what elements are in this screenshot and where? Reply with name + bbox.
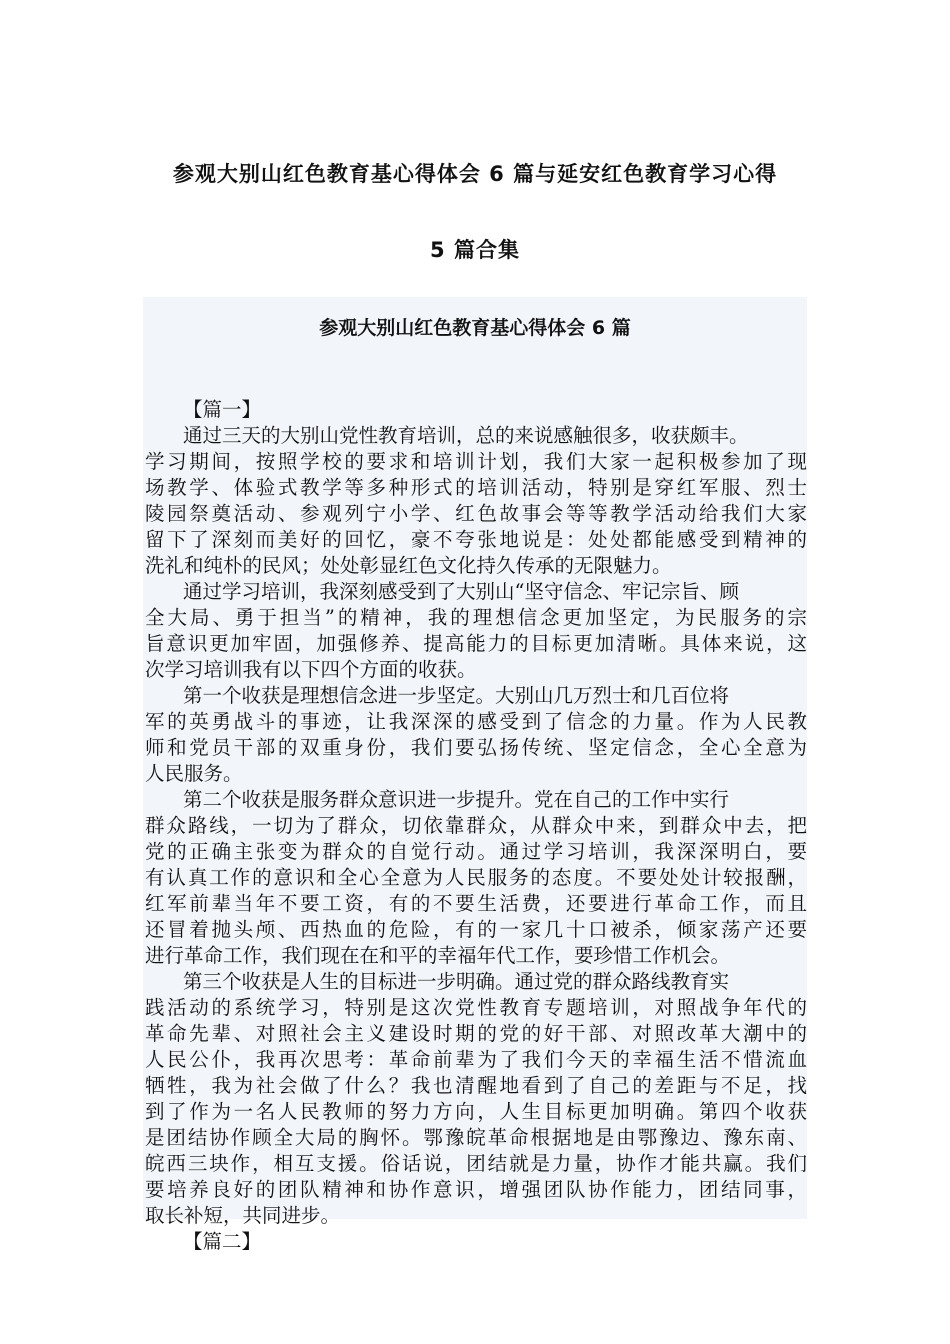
paragraph-line: 进行革命工作，我们现在在和平的幸福年代工作，要珍惜工作机会。 <box>145 944 731 967</box>
content-panel <box>143 297 807 1253</box>
paragraph-line: 场教学、体验式教学等多种形式的培训活动，特别是穿红军服、烈士 <box>145 476 807 499</box>
paragraph-line: 皖西三块作，相互支援。俗话说，团结就是力量，协作才能共赢。我们 <box>145 1152 807 1175</box>
article-body <box>145 397 807 1255</box>
paragraph-line: 留下了深刻而美好的回忆，豪不夸张地说是：处处都能感受到精神的 <box>145 528 807 551</box>
paragraph-line: 洗礼和纯朴的民风；处处彰显红色文化持久传承的无限魅力。 <box>145 554 672 577</box>
paragraph-line: 取长补短，共同进步。 <box>145 1204 341 1227</box>
chapter-marker-2: 【篇二】 <box>183 1230 262 1253</box>
paragraph-line: 牺牲，我为社会做了什么？我也清醒地看到了自己的差距与不足，找 <box>145 1074 807 1097</box>
paragraph-line: 有认真工作的意识和全心全意为人民服务的态度。不要处处计较报酬， <box>145 866 807 889</box>
chapter-marker-1: 【篇一】 <box>183 398 262 421</box>
paragraph-line: 军的英勇战斗的事迹，让我深深的感受到了信念的力量。作为人民教 <box>145 710 807 733</box>
paragraph-line: 人民公仆，我再次思考：革命前辈为了我们今天的幸福生活不惜流血 <box>145 1048 807 1071</box>
paragraph-line: 还冒着抛头颅、西热血的危险，有的一家几十口被杀，倾家荡产还要 <box>145 918 807 941</box>
paragraph-line: 践活动的系统学习，特别是这次党性教育专题培训，对照战争年代的 <box>145 996 807 1019</box>
paragraph-line: 群众路线，一切为了群众，切依靠群众，从群众中来，到群众中去，把 <box>145 814 807 837</box>
paragraph-line: 是团结协作顾全大局的胸怀。鄂豫皖革命根据地是由鄂豫边、豫东南、 <box>145 1126 807 1149</box>
paragraph-line: 第三个收获是人生的目标进一步明确。通过党的群众路线教育实 <box>183 970 730 993</box>
document-title-line-1: 参观大别山红色教育基心得体会 6 篇与延安红色教育学习心得 <box>172 162 778 186</box>
paragraph-line: 第二个收获是服务群众意识进一步提升。党在自己的工作中实行 <box>183 788 730 811</box>
paragraph-line: 党的正确主张变为群众的自觉行动。通过学习培训，我深深明白，要 <box>145 840 807 863</box>
paragraph-line: 到了作为一名人民教师的努力方向，人生目标更加明确。第四个收获 <box>145 1100 807 1123</box>
document-title-line-2: 5 篇合集 <box>430 238 520 262</box>
paragraph-line: 旨意识更加牢固，加强修养、提高能力的目标更加清晰。具体来说，这 <box>145 632 807 655</box>
paragraph-line: 师和党员干部的双重身份，我们要弘扬传统、坚定信念，全心全意为 <box>145 736 807 759</box>
paragraph-line: 次学习培训我有以下四个方面的收获。 <box>145 658 477 681</box>
section-heading: 参观大别山红色教育基心得体会 6 篇 <box>319 317 631 339</box>
paragraph-line: 陵园祭奠活动、参观列宁小学、红色故事会等等教学活动给我们大家 <box>145 502 807 525</box>
paragraph-line: 通过学习培训，我深刻感受到了大别山“坚守信念、牢记宗旨、顾 <box>183 580 739 603</box>
paragraph-line: 全大局、勇于担当”的精神，我的理想信念更加坚定，为民服务的宗 <box>145 606 807 629</box>
paragraph-line: 红军前辈当年不要工资，有的不要生活费，还要进行革命工作，而且 <box>145 892 807 915</box>
paragraph-line: 学习期间，按照学校的要求和培训计划，我们大家一起积极参加了现 <box>145 450 807 473</box>
paragraph-line: 通过三天的大别山党性教育培训，总的来说感触很多，收获颇丰。 <box>183 424 749 447</box>
paragraph-line: 革命先辈、对照社会主义建设时期的党的好干部、对照改革大潮中的 <box>145 1022 807 1045</box>
paragraph-line: 第一个收获是理想信念进一步坚定。大别山几万烈士和几百位将 <box>183 684 730 707</box>
paragraph-line: 人民服务。 <box>145 762 243 785</box>
paragraph-line: 要培养良好的团队精神和协作意识，增强团队协作能力，团结同事， <box>145 1178 807 1201</box>
